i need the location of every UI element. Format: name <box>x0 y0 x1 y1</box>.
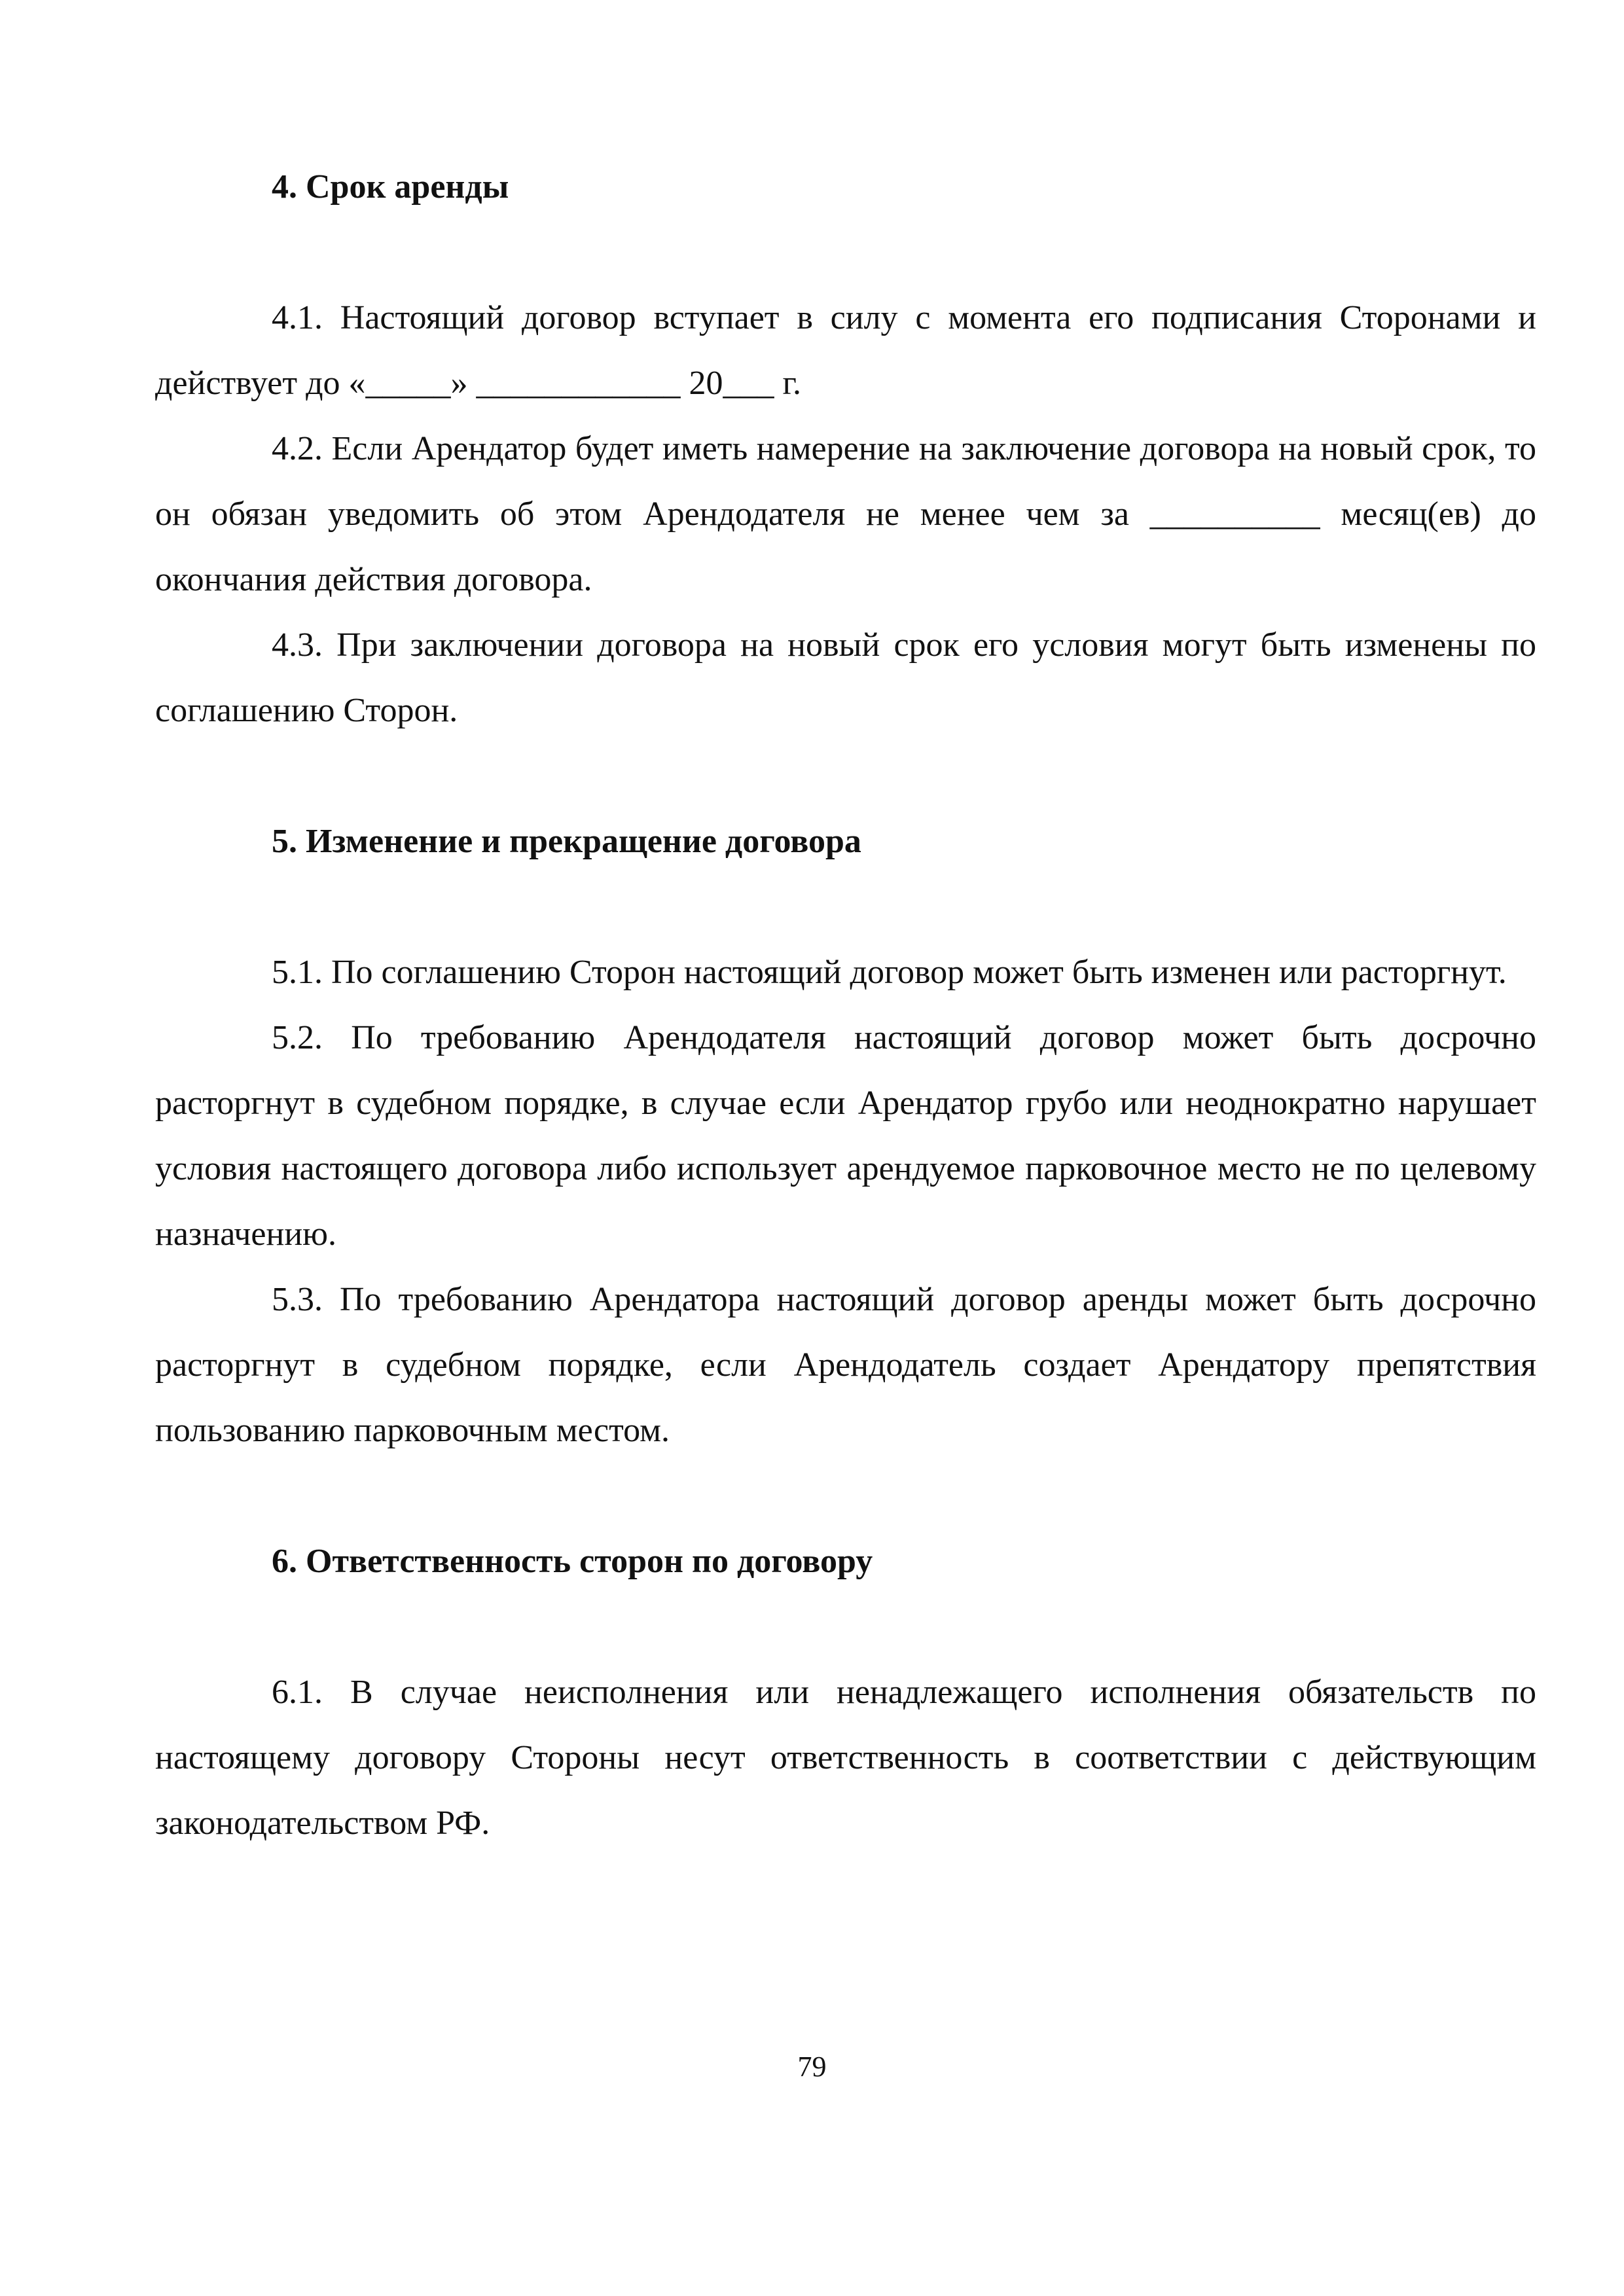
section-4 <box>155 154 1536 744</box>
section-heading: 6. Ответственность сторон по договору <box>272 1543 873 1580</box>
paragraph-5-2: 5.2. По требованию Арендодателя настоящий договор может быть досрочно расторгнут в судебном порядке, в случае если Арендатор грубо или неоднократно нарушает условия настоящего договора либо использует арендуемое парковочное место не по целевому назначению. <box>155 1019 1536 1253</box>
section-heading: 4. Срок аренды <box>272 168 509 206</box>
section-6 <box>155 1529 1536 1856</box>
paragraph-4-1: 4.1. Настоящий договор вступает в силу с момента его подписания Сторонами и действует до «_____» ____________ 20___ г. <box>155 299 1536 402</box>
paragraph-4-3: 4.3. При заключении договора на новый срок его условия могут быть изменены по соглашению Сторон. <box>155 626 1536 729</box>
paragraph-4-2: 4.2. Если Арендатор будет иметь намерение на заключение договора на новый срок, то он обязан уведомить об этом Арендодателя не менее чем за __________ месяц(ев) до окончания действия договора. <box>155 430 1536 598</box>
paragraph-5-3: 5.3. По требованию Арендатора настоящий договор аренды может быть досрочно расторгнут в судебном порядке, если Арендодатель создает Арендатору препятствия пользованию парковочным местом. <box>155 1281 1536 1449</box>
page-number: 79 <box>797 2051 827 2083</box>
paragraph-6-1: 6.1. В случае неисполнения или ненадлежащего исполнения обязательств по настоящему договору Стороны несут ответственность в соответствии с действующим законодательством РФ. <box>155 1674 1536 1842</box>
paragraph-5-1: 5.1. По соглашению Сторон настоящий договор может быть изменен или расторгнут. <box>272 954 1507 991</box>
section-5 <box>155 809 1536 1463</box>
section-heading: 5. Изменение и прекращение договора <box>272 823 861 860</box>
document-body <box>155 154 1536 1856</box>
